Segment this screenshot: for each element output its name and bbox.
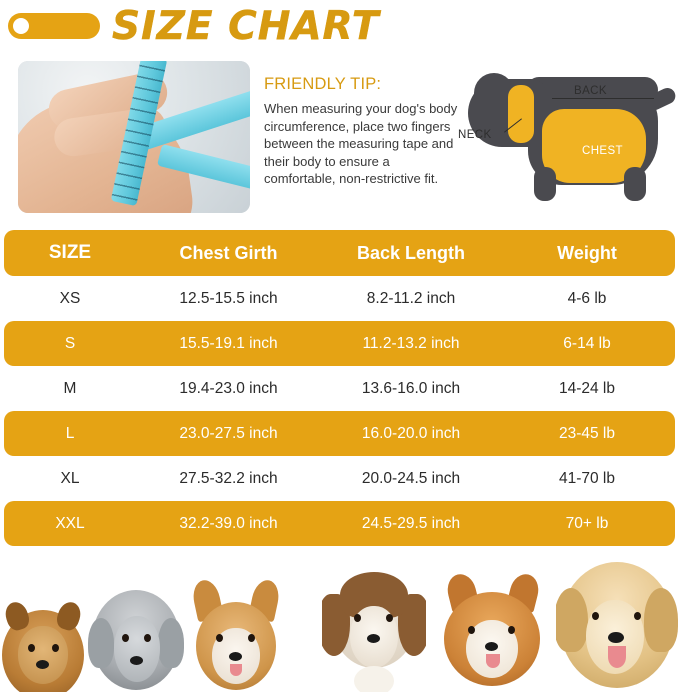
table-row xyxy=(4,411,675,456)
table-row xyxy=(4,456,675,501)
cell-back: 24.5-29.5 inch xyxy=(361,514,461,532)
toggle-icon xyxy=(8,13,100,39)
cell-weight: 14-24 lb xyxy=(558,379,615,397)
column-header-chest-girth: Chest Girth xyxy=(179,242,278,263)
cell-back: 13.6-16.0 inch xyxy=(361,379,461,397)
table-row xyxy=(4,321,675,366)
table-row xyxy=(4,366,675,411)
label-back: BACK xyxy=(574,85,607,97)
dog-photo-golden-retriever xyxy=(556,560,678,692)
friendly-tip-body: When measuring your dog's body circumference, place two fingers between the measuring tape and their body to ensure a comfortable, non-restrictive fit. xyxy=(264,101,458,186)
page-title: SIZE CHART xyxy=(112,3,380,49)
size-chart-table xyxy=(4,230,675,546)
cell-size: XS xyxy=(59,289,81,307)
dog-photo-strip xyxy=(0,560,679,692)
back-leader-line xyxy=(552,98,654,99)
column-header-back-length: Back Length xyxy=(356,242,466,263)
cell-chest: 15.5-19.1 inch xyxy=(179,334,278,352)
cell-chest: 32.2-39.0 inch xyxy=(179,514,278,532)
cell-weight: 41-70 lb xyxy=(558,469,615,487)
cell-weight: 6-14 lb xyxy=(563,334,611,352)
friendly-tip-title: FRIENDLY TIP: xyxy=(264,75,382,93)
cell-size: M xyxy=(63,379,77,397)
measuring-tape-photo xyxy=(18,61,250,213)
label-neck: NECK xyxy=(458,129,492,141)
friendly-tip xyxy=(264,75,460,188)
dog-silhouette-icon xyxy=(468,75,658,203)
cell-back: 20.0-24.5 inch xyxy=(361,469,461,487)
column-header-size: SIZE xyxy=(48,242,92,263)
cell-chest: 19.4-23.0 inch xyxy=(179,379,278,397)
cell-weight: 70+ lb xyxy=(565,514,609,532)
harness-diagram xyxy=(452,55,670,215)
label-chest: CHEST xyxy=(582,145,623,157)
info-band xyxy=(0,55,679,220)
cell-chest: 12.5-15.5 inch xyxy=(179,289,278,307)
cell-size: XXL xyxy=(55,514,85,532)
toggle-knob-icon xyxy=(13,18,29,34)
page-header xyxy=(0,0,679,52)
cell-chest: 23.0-27.5 inch xyxy=(179,424,278,442)
cell-chest: 27.5-32.2 inch xyxy=(179,469,278,487)
cell-size: L xyxy=(65,424,75,442)
table-row xyxy=(4,501,675,546)
cell-weight: 23-45 lb xyxy=(558,424,615,442)
table-row xyxy=(4,276,675,321)
cell-back: 11.2-13.2 inch xyxy=(362,334,460,352)
cell-weight: 4-6 lb xyxy=(567,289,607,307)
table-header-row xyxy=(4,230,675,276)
cell-back: 8.2-11.2 inch xyxy=(366,289,456,307)
column-header-weight: Weight xyxy=(557,242,617,263)
cell-size: XL xyxy=(60,469,80,487)
dog-photo-yorkshire-terrier xyxy=(0,596,86,692)
cell-size: S xyxy=(64,334,76,352)
dog-photo-shiba-inu xyxy=(438,574,548,692)
dog-photo-beagle xyxy=(322,570,426,692)
dog-photo-grey-poodle xyxy=(88,584,184,692)
cell-back: 16.0-20.0 inch xyxy=(361,424,461,442)
dog-photo-corgi xyxy=(186,580,286,692)
